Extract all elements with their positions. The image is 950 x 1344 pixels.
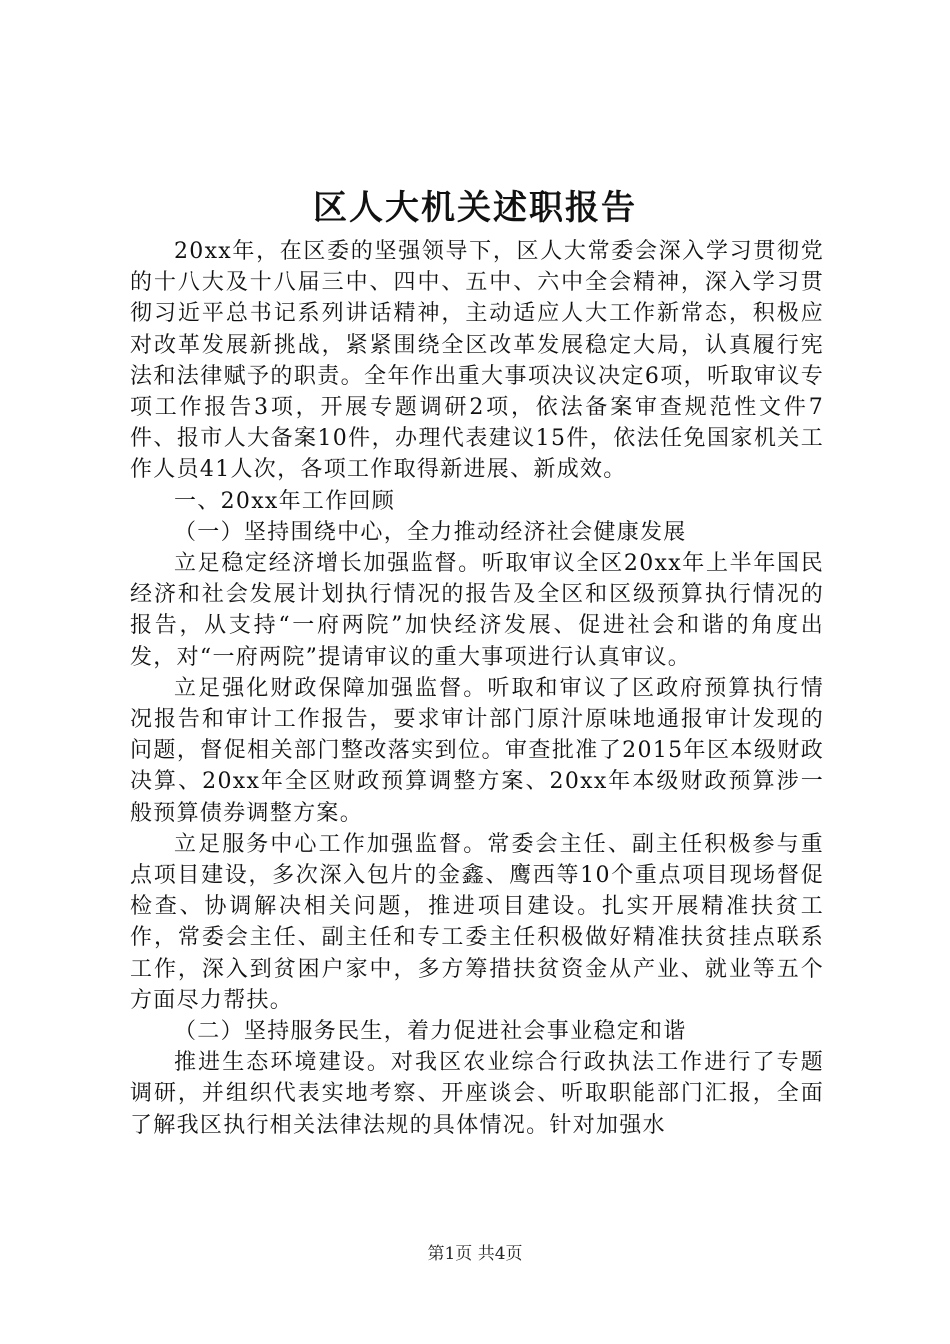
page-footer: 第1页 共4页 (427, 1244, 523, 1264)
paragraph-ecology: 推进生态环境建设。对我区农业综合行政执法工作进行了专题调研，并组织代表实地考察、开座谈会、听取职能部门汇报，全面了解我区执行相关法律法规的具体情况。针对加强水 (130, 1050, 824, 1138)
subsection-heading-livelihood: （二）坚持服务民生，着力促进社会事业稳定和谐 (174, 1019, 687, 1045)
paragraph-intro: 20xx年，在区委的坚强领导下，区人大常委会深入学习贯彻党的十八大及十八届三中、四中、五中、六中全会精神，深入学习贯彻习近平总书记系列讲话精神，主动适应人大工作新常态，积极应对改革发展新挑战，紧紧围绕全区改革发展稳定大局，认真履行宪法和法律赋予的职责。全年作出重大事项决议决定6项，听取审议专项工作报告3项，开展专题调研2项，依法备案审查规范性文件7件、报市人大备案10件，办理代表建议15件，依法任免国家机关工作人员41人次，各项工作取得新进展、新成效。 (130, 239, 824, 483)
paragraph-economic-supervision: 立足稳定经济增长加强监督。听取审议全区20xx年上半年国民经济和社会发展计划执行情况的报告及全区和区级预算执行情况的报告，从支持“一府两院”加快经济发展、促进社会和谐的角度出发，对“一府两院”提请审议的重大事项进行认真审议。 (130, 551, 824, 670)
document-body (130, 236, 824, 1141)
document-title: 区人大机关述职报告 (313, 188, 637, 228)
section-heading-review: 一、20xx年工作回顾 (174, 488, 396, 514)
subsection-heading-economy: （一）坚持围绕中心，全力推动经济社会健康发展 (174, 519, 687, 545)
paragraph-central-work-supervision: 立足服务中心工作加强监督。常委会主任、副主任积极参与重点项目建设，多次深入包片的金鑫、鹰西等10个重点项目现场督促检查、协调解决相关问题，推进项目建设。扎实开展精准扶贫工作，常委会主任、副主任和专工委主任积极做好精准扶贫挂点联系工作，深入到贫困户家中，多方筹措扶贫资金从产业、就业等五个方面尽力帮扶。 (130, 831, 824, 1013)
paragraph-fiscal-supervision: 立足强化财政保障加强监督。听取和审议了区政府预算执行情况报告和审计工作报告，要求审计部门原汁原味地通报审计发现的问题，督促相关部门整改落实到位。审查批准了2015年区本级财政决算、20xx年全区财政预算调整方案、20xx年本级财政预算涉一般预算债券调整方案。 (130, 675, 824, 826)
